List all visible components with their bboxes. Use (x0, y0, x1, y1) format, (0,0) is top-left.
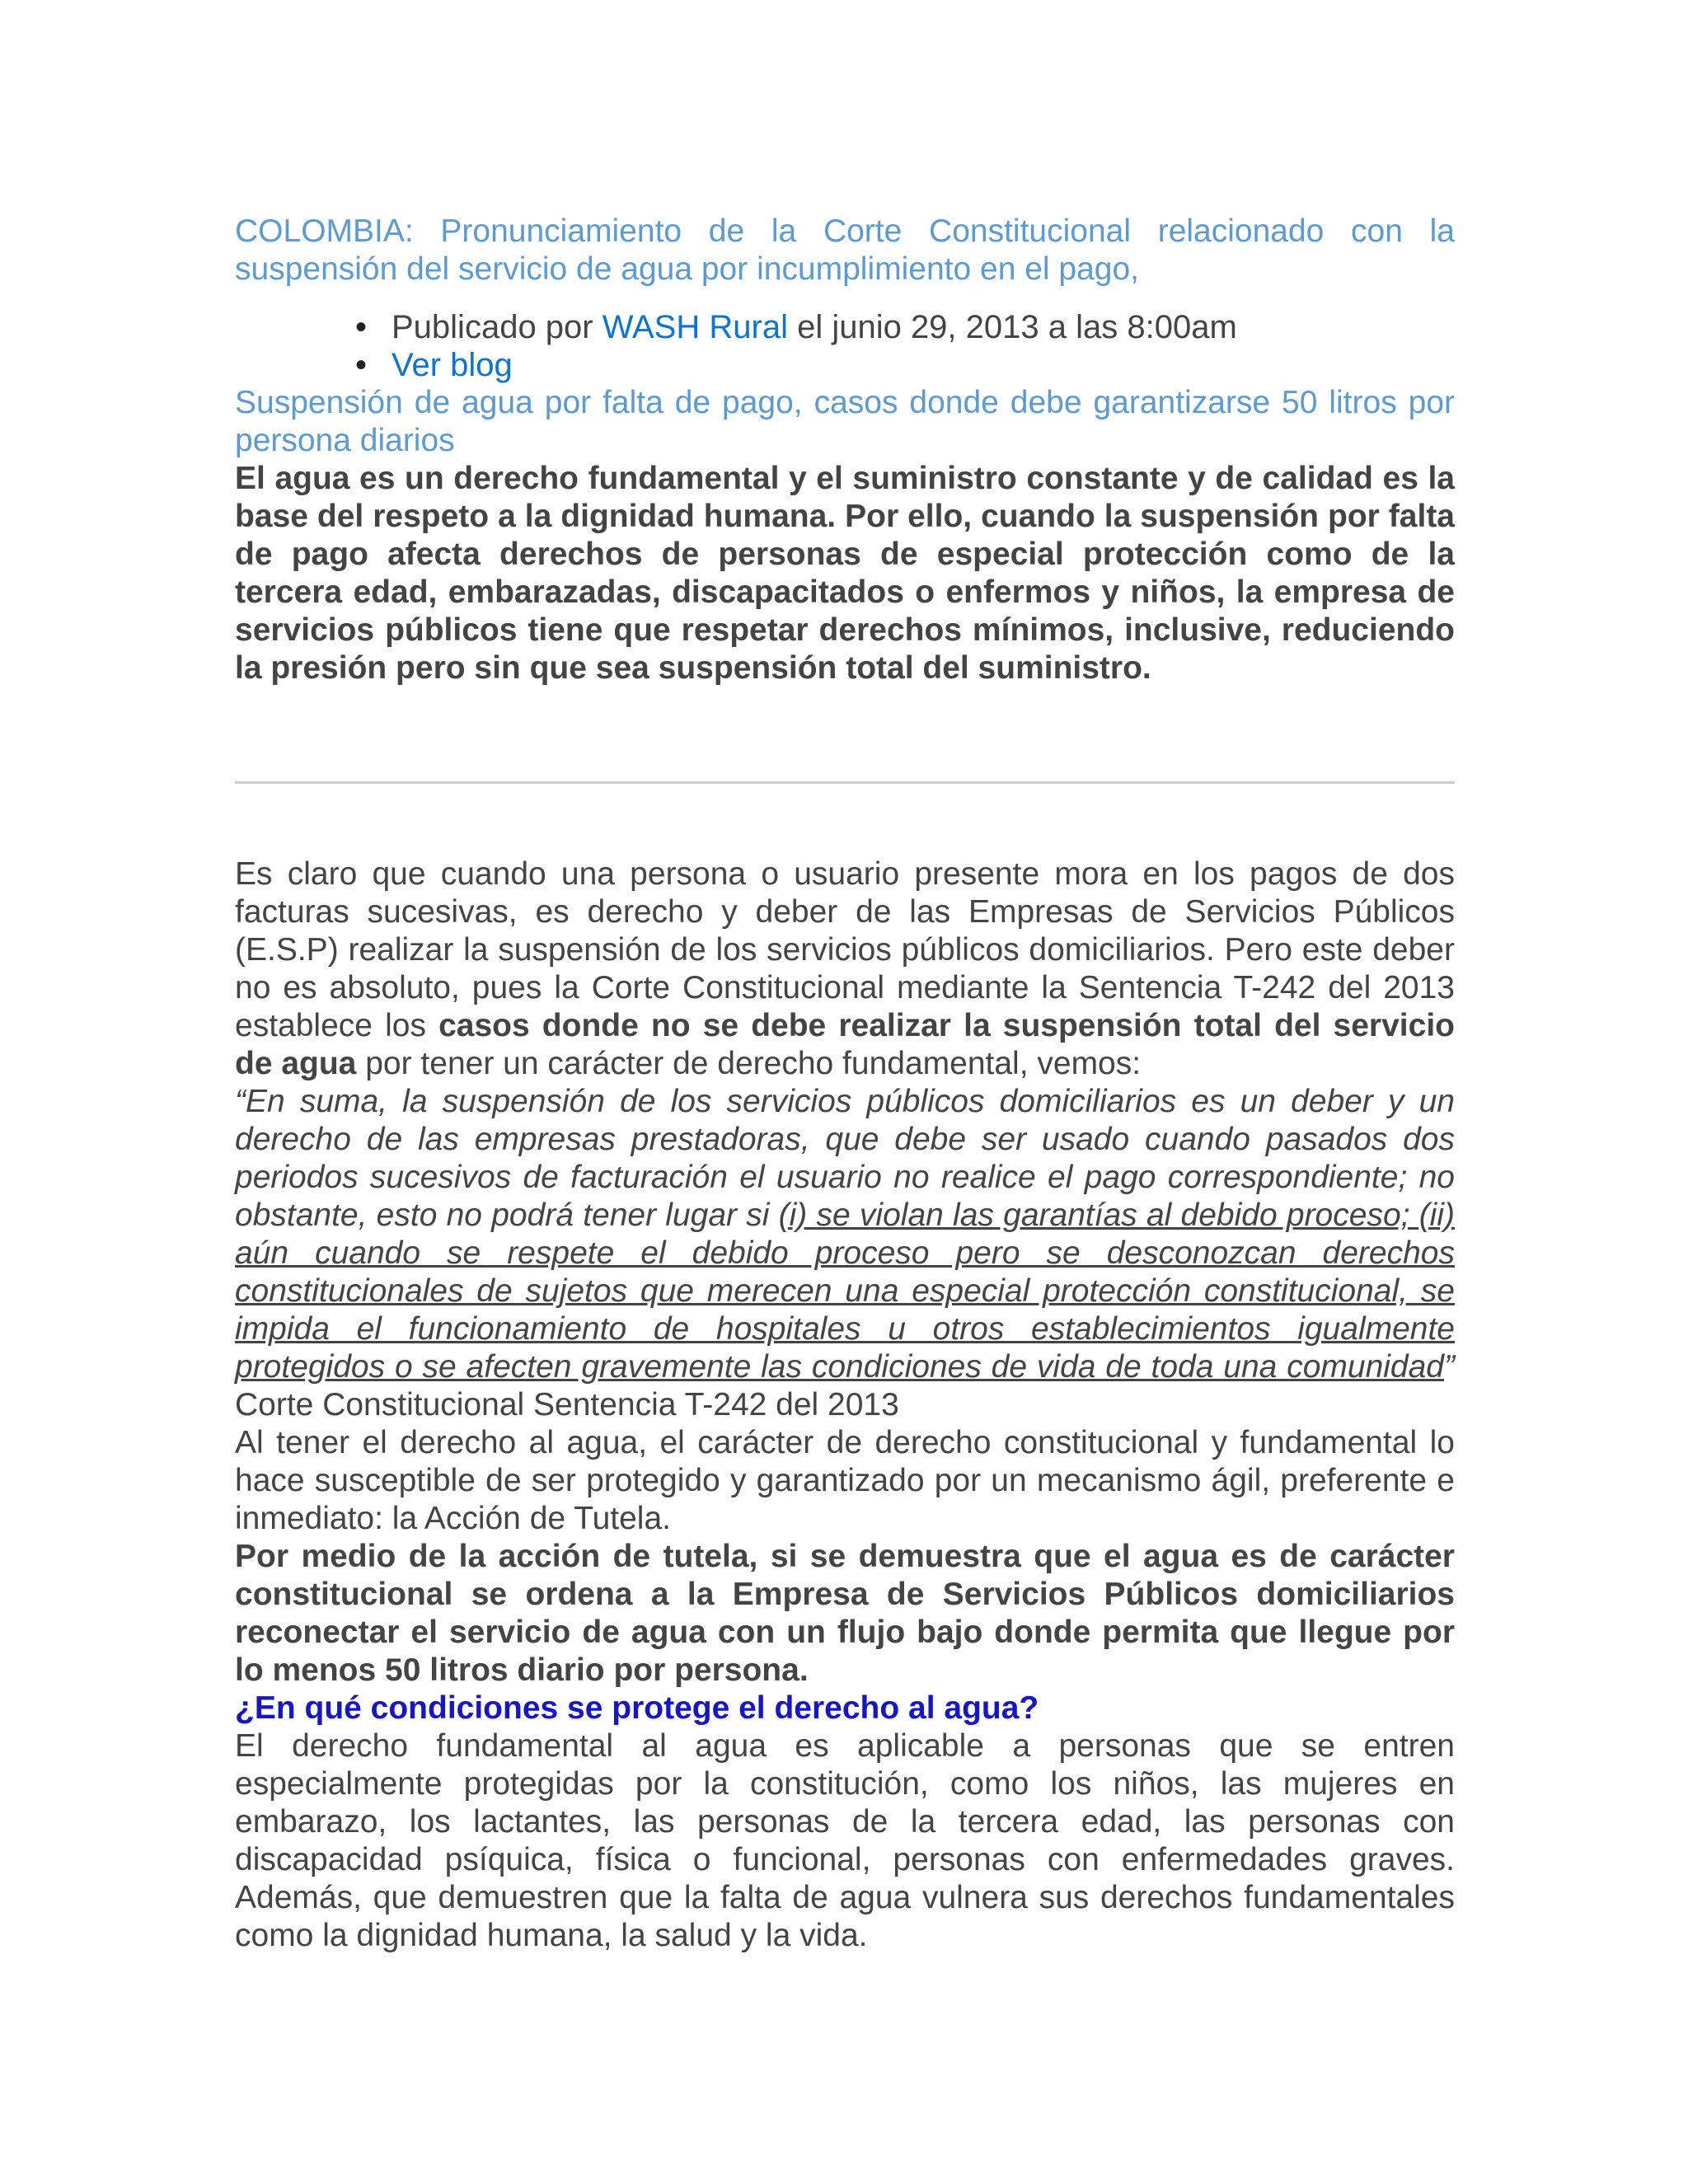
section-question-heading: ¿En qué condiciones se protege el derecho al agua? (235, 1690, 1039, 1726)
article-meta-list (235, 308, 1455, 384)
paragraph-2: Al tener el derecho al agua, el carácter de derecho constitucional y fundamental lo hace susceptible de ser protegido y garantizado por un mecanismo ágil, preferente e inmediato: la Acción de Tutela. (235, 1425, 1455, 1536)
bullet-icon: • (354, 347, 367, 383)
article-body (235, 855, 1455, 1955)
document-page (235, 213, 1455, 1953)
published-date: el junio 29, 2013 a las 8:00am (787, 309, 1237, 345)
paragraph-4: El derecho fundamental al agua es aplicable a personas que se entren especialmente protegidas por la constitución, como los niños, las mujeres en embarazo, los lactantes, las personas de la tercera edad, las personas con discapacidad psíquica, física o funcional, personas con enfermedades graves. Además, que demuestren que la falta de agua vulnera sus derechos fundamentales como la dignidad humana, la salud y la vida. (235, 1728, 1455, 1953)
paragraph-1-bold: casos donde no se debe realizar la suspensión total del servicio de agua (235, 1008, 1455, 1081)
quote-text: “En suma, la suspensión de los servicios públicos domiciliarios es un deber y un derecho de las empresas prestadoras, que debe ser usado cuando pasados dos periodos sucesivos de facturación el usuario no realice el pago correspondiente; no obstante, esto no podrá tener lugar si (235, 1084, 1455, 1233)
quote-source: Corte Constitucional Sentencia T-242 del 2013 (235, 1387, 899, 1422)
quote-underlined-text: (i) se violan las garantías al debido proceso; (ii) aún cuando se respete el debido proceso pero se desconozcan derechos constitucionales de sujetos que merecen una especial protección constitucional, se impida el funcionamiento de hospitales u otros establecimientos igualmente protegidos o se afecten gravemente las condiciones de vida de toda una comunidad (235, 1197, 1455, 1385)
paragraph-1 (235, 855, 1455, 1083)
published-prefix: Publicado por (392, 309, 603, 345)
blog-link-item (354, 346, 1455, 384)
article-subtitle: Suspensión de agua por falta de pago, casos donde debe garantizarse 50 litros por persona diarios (235, 385, 1455, 458)
paragraph-1-text: Es claro que cuando una persona o usuario presente mora en los pagos de dos facturas sucesivas, es derecho y deber de las Empresas de Servicios Públicos (E.S.P) realizar la suspensión de los servicios públicos domiciliarios. Pero este deber no es absoluto, pues la Corte Constitucional mediante la Sentencia T-242 del 2013 establece los (235, 856, 1455, 1043)
court-quote (235, 1083, 1455, 1424)
quote-close: ” (1444, 1349, 1455, 1385)
paragraph-3-bold: Por medio de la acción de tutela, si se demuestra que el agua es de carácter constitucional se ordena a la Empresa de Servicios Públicos domiciliarios reconectar el servicio de agua con un flujo bajo donde permita que llegue por lo menos 50 litros diario por persona. (235, 1539, 1455, 1688)
paragraph-1-end: por tener un carácter de derecho fundamental, vemos: (356, 1046, 1142, 1081)
bullet-icon: • (354, 309, 367, 345)
published-by-item (354, 308, 1455, 346)
ver-blog-link[interactable]: Ver blog (392, 347, 513, 383)
article-title: COLOMBIA: Pronunciamiento de la Corte Constitucional relacionado con la suspensión del servicio de agua por incumplimiento en el pago, (235, 213, 1455, 287)
lead-paragraph: El agua es un derecho fundamental y el suministro constante y de calidad es la base del respeto a la dignidad humana. Por ello, cuando la suspensión por falta de pago afecta derechos de personas de especial protección como de la tercera edad, embarazadas, discapacitados o enfermos y niños, la empresa de servicios públicos tiene que respetar derechos mínimos, inclusive, reduciendo la presión pero sin que sea suspensión total del suministro. (235, 461, 1455, 686)
section-divider (235, 781, 1455, 784)
author-link[interactable]: WASH Rural (602, 309, 788, 345)
